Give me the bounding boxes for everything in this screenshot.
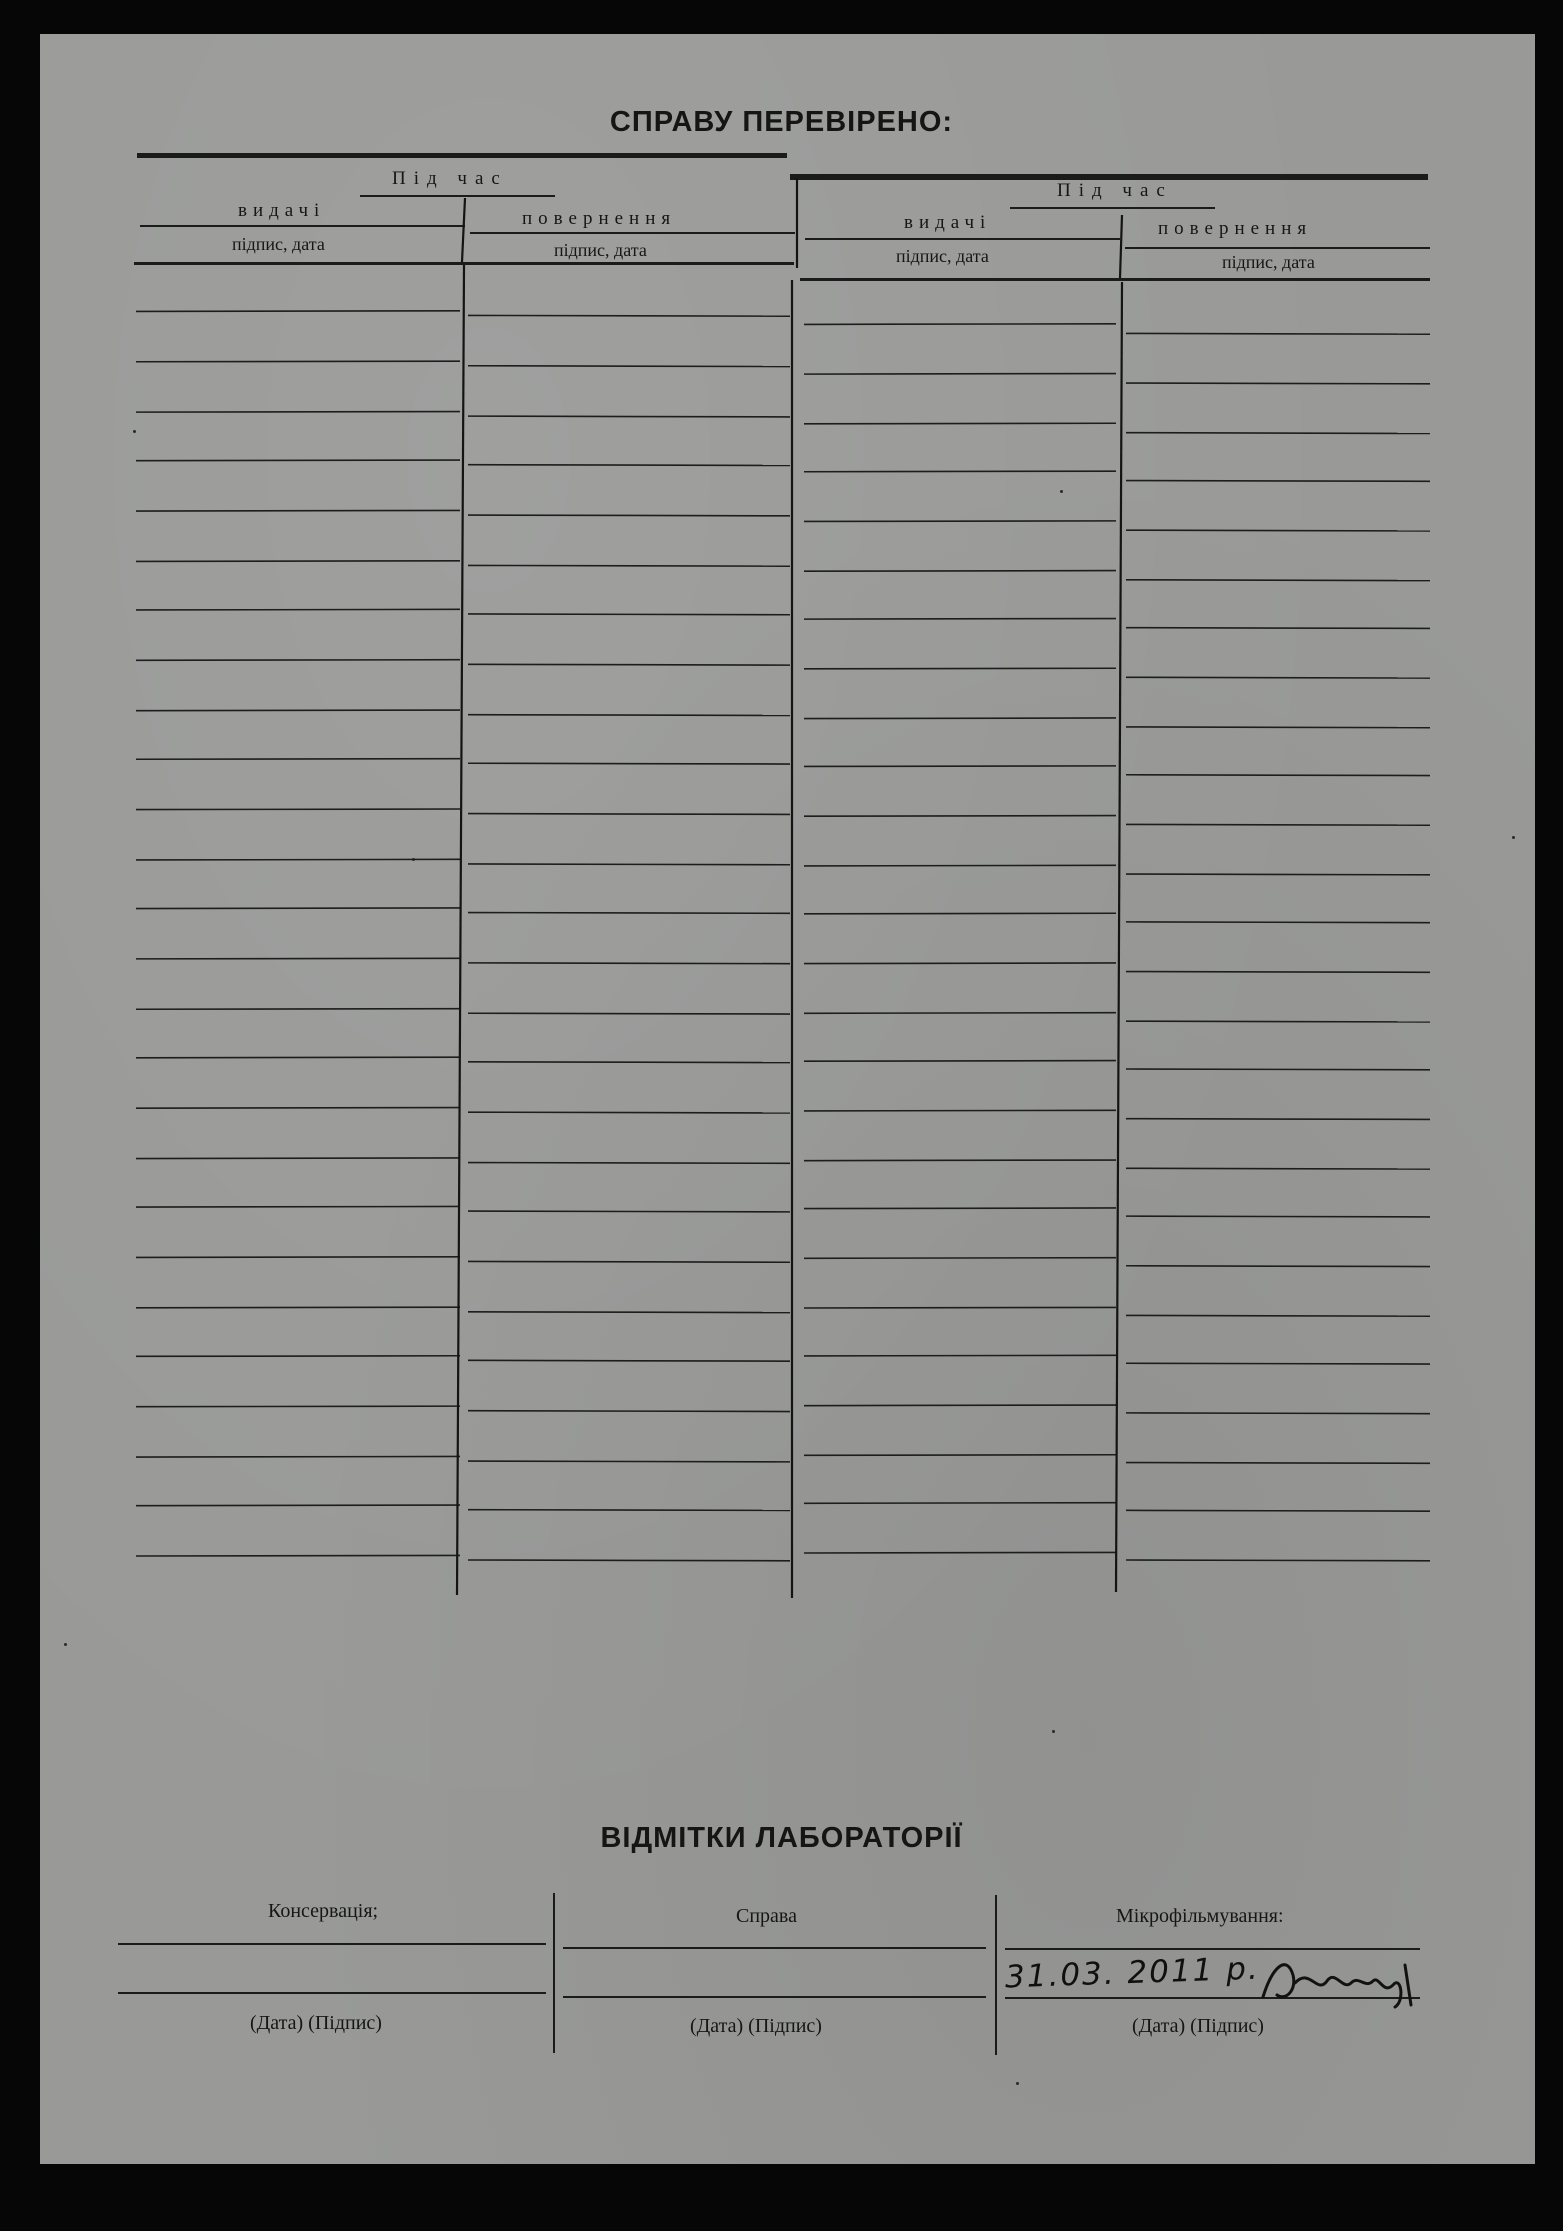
lab-footer-case: (Дата) (Підпис)	[690, 2015, 822, 2037]
speck	[64, 1643, 67, 1646]
header-rule	[1010, 207, 1215, 209]
lab-title: ВІДМІТКИ ЛАБОРАТОРІЇ	[600, 1822, 963, 1854]
issue-sub-label: підпис, дата	[896, 246, 989, 266]
issue-sub-label: підпис, дата	[232, 234, 325, 254]
lab-divider	[995, 1895, 997, 2055]
header-bottom-rule	[800, 278, 1430, 281]
speck	[1052, 1730, 1055, 1733]
header-bottom-rule	[134, 262, 794, 265]
during-label: Під час	[1057, 180, 1173, 201]
lab-footer-microfilming: (Дата) (Підпис)	[1132, 2015, 1264, 2037]
handwritten-date: 31.03. 2011 р.	[1004, 1950, 1261, 1996]
lab-divider	[553, 1893, 555, 2053]
speck	[412, 858, 415, 861]
header-rule	[1125, 247, 1430, 249]
lab-heading-microfilming: Мікрофільмування:	[1116, 1905, 1284, 1927]
lab-heading-case: Справа	[736, 1905, 797, 1927]
lab-heading-conservation: Консервація;	[268, 1900, 379, 1922]
lab-footer-conservation: (Дата) (Підпис)	[250, 2012, 382, 2034]
speck	[1016, 2082, 1019, 2085]
during-label: Під час	[392, 168, 508, 189]
top-rule-left	[137, 153, 787, 158]
lab-entry-line	[563, 1996, 986, 1998]
lab-entry-line	[118, 1943, 546, 1945]
page-title: СПРАВУ ПЕРЕВІРЕНО:	[609, 106, 954, 138]
speck	[133, 430, 136, 433]
header-rule	[360, 195, 555, 197]
issue-label: видачі	[238, 200, 326, 221]
return-label: повернення	[522, 208, 677, 229]
speck	[1060, 490, 1063, 493]
header-rule	[805, 238, 1120, 240]
return-sub-label: підпис, дата	[1222, 252, 1315, 272]
handwritten-signature	[1255, 1945, 1425, 2015]
speck	[1512, 836, 1515, 839]
header-rule	[470, 232, 795, 234]
return-label: повернення	[1158, 218, 1313, 239]
lab-entry-line	[118, 1992, 546, 1994]
header-rule	[140, 225, 465, 227]
return-sub-label: підпис, дата	[554, 240, 647, 260]
issue-label: видачі	[904, 212, 992, 233]
lab-entry-line	[563, 1947, 986, 1949]
